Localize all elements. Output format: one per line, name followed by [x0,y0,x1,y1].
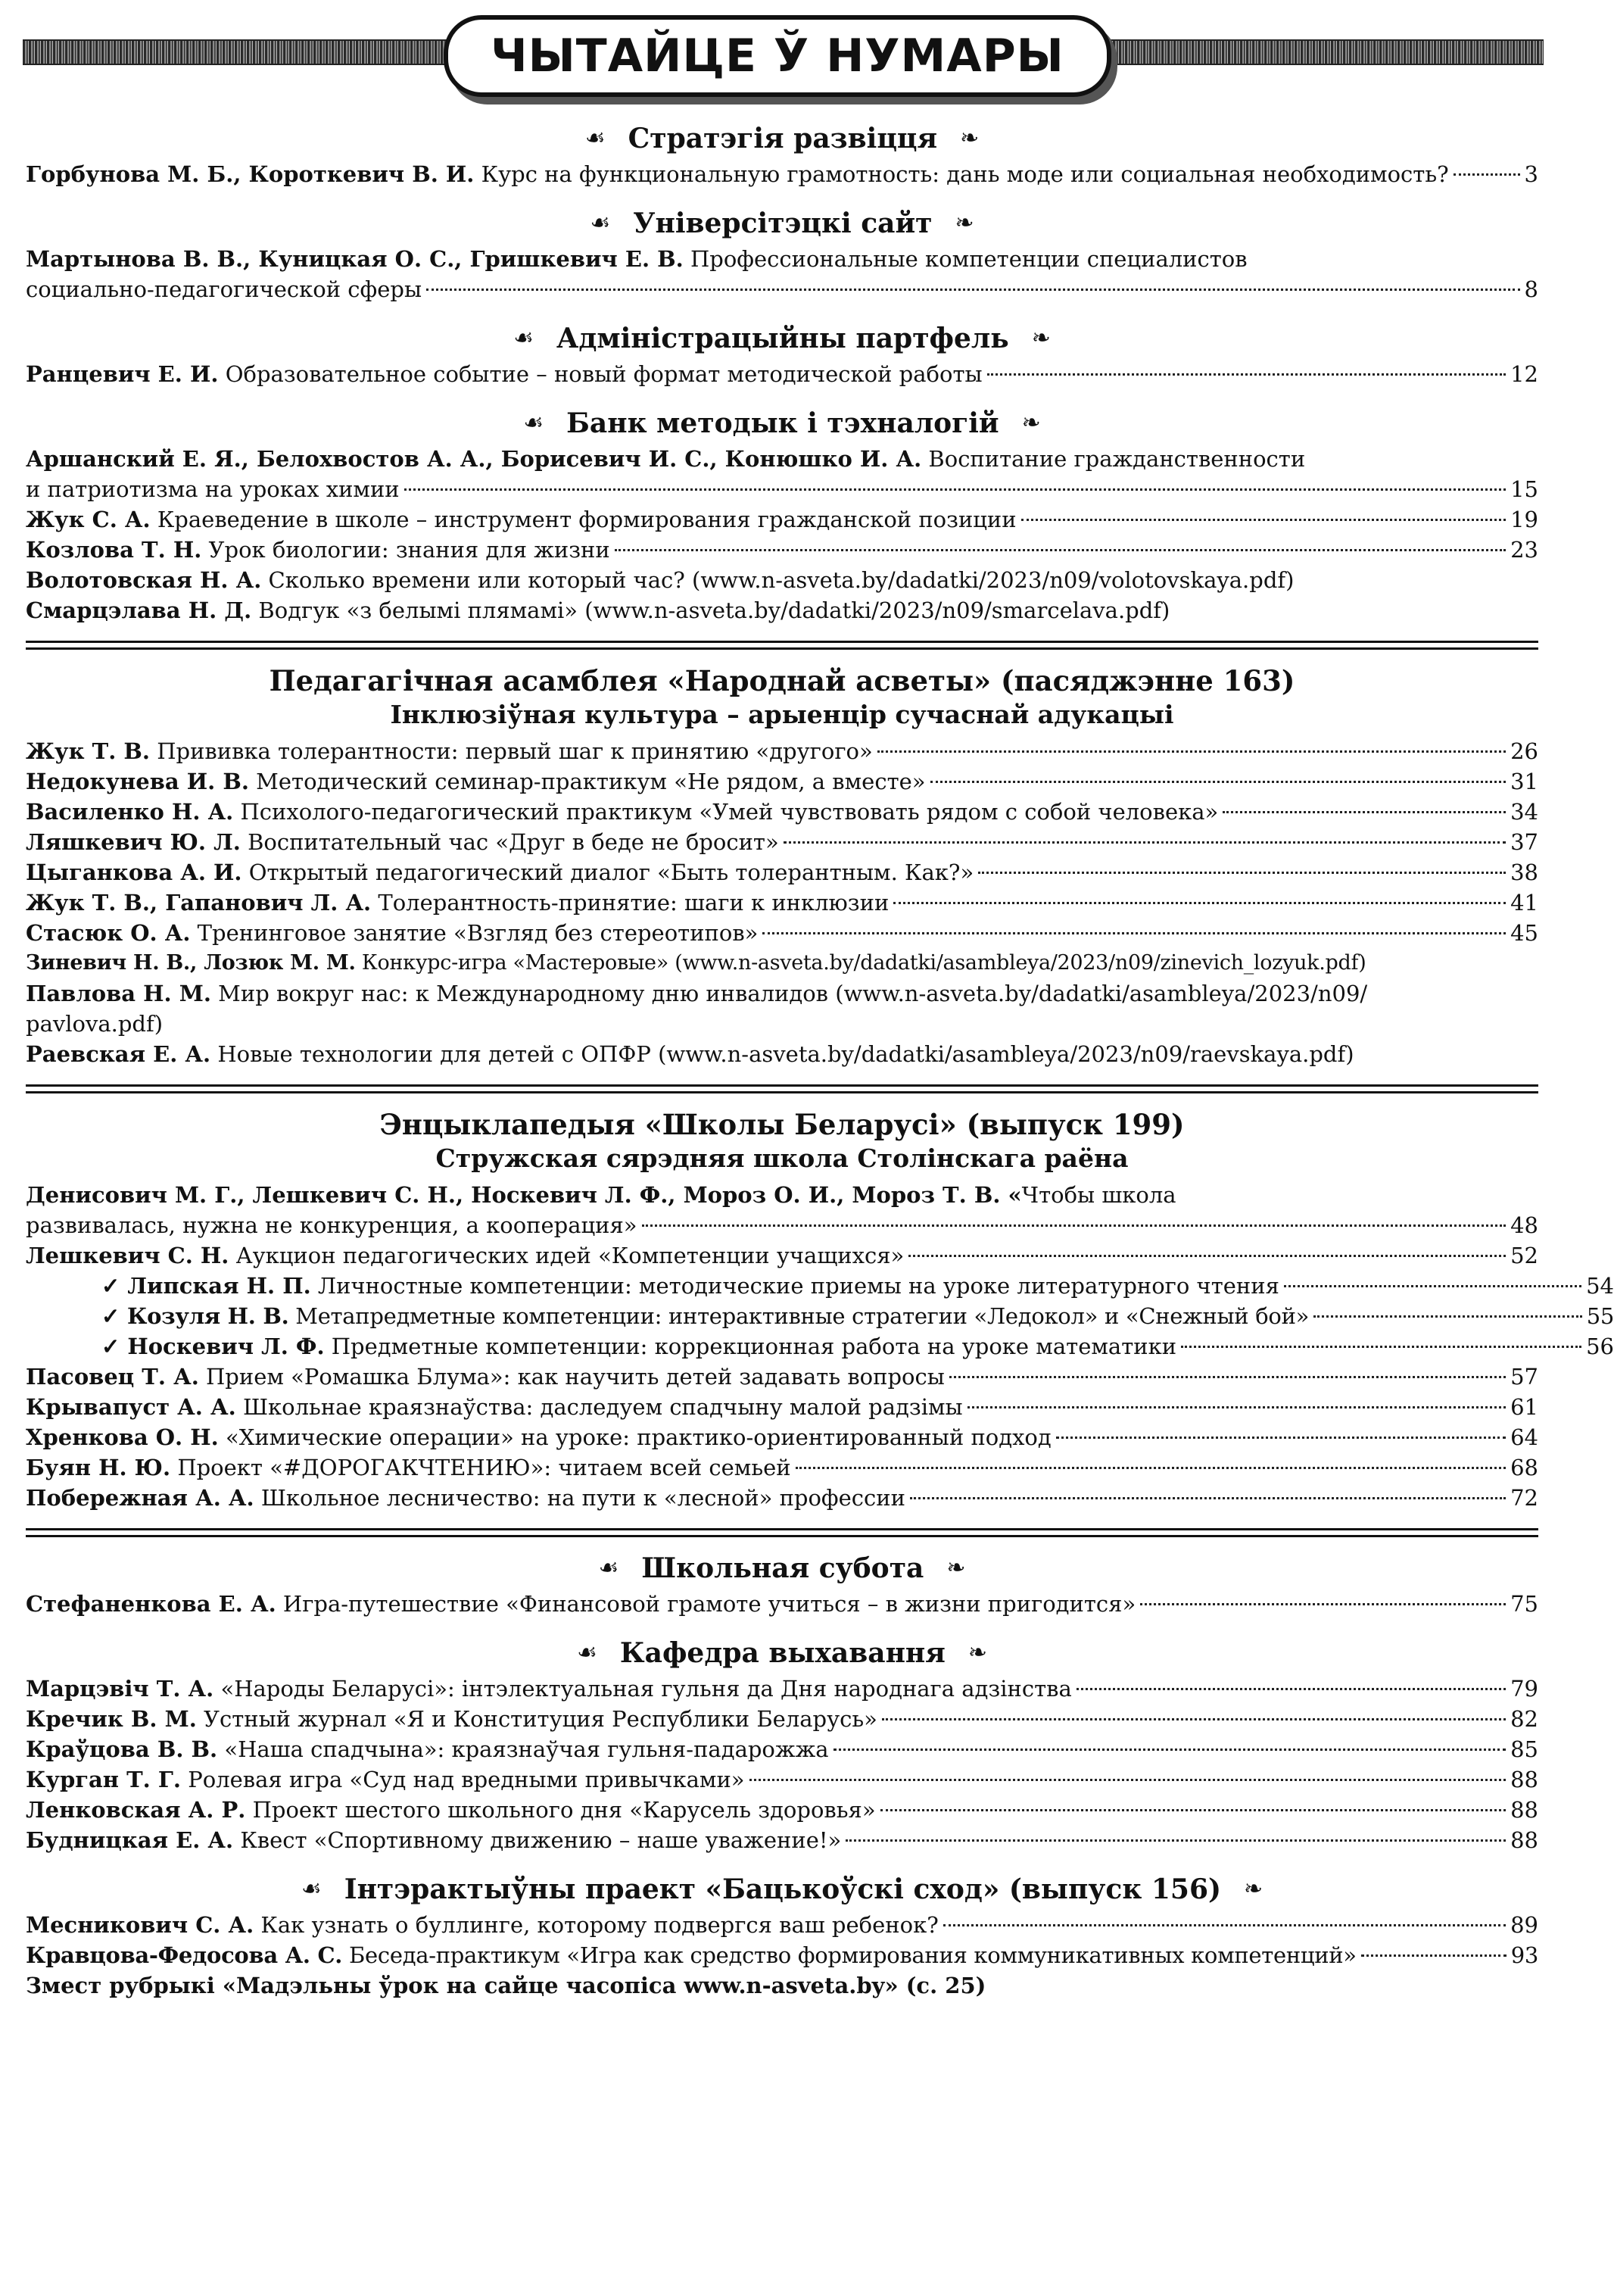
entry-page: 85 [1510,1736,1538,1762]
entry-author: Лешкевич С. Н. [26,1243,229,1268]
entry-page: 54 [1586,1273,1614,1299]
section-divider [26,1528,1538,1537]
leader-dots [1223,811,1506,813]
left-ornament-icon: ☙ [523,410,544,436]
entry-author: Цыганкова А. И. [26,859,242,885]
entry-title: Как узнать о буллинге, которому подвергся ваш ребенок? [260,1912,939,1938]
leader-dots [910,1497,1506,1499]
entry-title: Проект шестого школьного дня «Карусель здоровья» [252,1797,876,1823]
entry-page: 79 [1510,1676,1538,1702]
section-title: Стратэгія развіцця [628,123,938,154]
entry-author: Носкевич Л. Ф. [127,1334,325,1359]
toc-entry[interactable] [26,595,1538,625]
left-ornament-icon: ☙ [590,210,611,236]
leader-dots [1056,1437,1506,1439]
toc-entry[interactable] [26,1674,1538,1704]
toc-entry[interactable] [26,1795,1538,1825]
entry-title: Ролевая игра «Суд над вредными привычками» [188,1767,745,1792]
entry-author: Недокунева И. В. [26,769,249,794]
right-ornament-icon: ❧ [960,125,980,151]
entry-title: Водгук «з белымі плямамі» (www.n-asveta.by/dadatki/2023/n09/smarcelava.pdf) [258,597,1170,623]
entry-title: Воспитание гражданственности [928,446,1306,472]
entry-author: Краўцова В. В. [26,1736,218,1762]
toc-entry[interactable] [26,766,1538,797]
entry-title: Краеведение в школе – инструмент формирования гражданской позиции [157,507,1017,532]
section-heading [26,1551,1538,1586]
entry-title: Профессиональные компетенции специалистов [690,246,1248,272]
entry-author: Аршанский Е. Я., Белохвостов А. А., Борисевич И. С., Конюшко И. А. [26,446,922,472]
entry-author: Пасовец Т. А. [26,1364,199,1390]
entry-title: Беседа-практикум «Игра как средство формирования коммуникативных компетенций» [349,1942,1357,1968]
entry-title: Новые технологии для детей с ОПФР (www.n-asveta.by/dadatki/asambleya/2023/n09/raevskaya.pdf) [217,1041,1354,1067]
section-heading [26,121,1538,156]
entry-title: «Химические операции» на уроке: практико-ориентированный подход [225,1424,1052,1450]
toc-entry[interactable] [26,1422,1538,1452]
toc-entry[interactable] [26,1271,1614,1301]
entry-title: Предметные компетенции: коррекционная работа на уроке математики [331,1334,1177,1359]
toc-entry[interactable] [26,888,1538,918]
page-header [0,0,1566,98]
entry-page: 23 [1510,537,1538,563]
leader-dots [930,781,1507,783]
leader-dots [833,1749,1507,1751]
entry-author: Жук Т. В., Гапанович Л. А. [26,890,372,916]
entry-author: Жук С. А. [26,507,151,532]
right-ornament-icon: ❧ [967,1639,988,1666]
toc-entry[interactable] [26,359,1538,389]
entry-page: 8 [1524,276,1538,302]
entry-title-continued: социально-педагогической сферы [26,276,422,302]
entry-page: 34 [1510,799,1538,825]
entry-title: Школьнае краязнаўства: даследуем спадчыну малой радзімы [242,1394,963,1420]
entry-author: Жук Т. В. [26,738,151,764]
section-title: Педагагічная асамблея «Народнай асветы» (пасяджэнне 163) [269,664,1295,697]
entry-title: Прием «Ромашка Блума»: как научить детей задавать вопросы [206,1364,945,1390]
entry-title: Квест «Спортивному движению – наше уважение!» [240,1827,842,1853]
entry-author: Курган Т. Г. [26,1767,181,1792]
leader-dots [846,1839,1506,1842]
entry-author: Хренкова О. Н. [26,1424,219,1450]
leader-dots [796,1467,1506,1469]
leader-dots [1021,519,1507,521]
entry-author: Зиневич Н. В., Лозюк М. М. [26,951,356,975]
entry-page: 93 [1510,1942,1538,1968]
entry-title: Чтобы школа [1021,1182,1176,1208]
toc-entry[interactable] [26,948,1538,978]
section-heading [26,1636,1538,1671]
section-subtitle: Інклюзіўная культура – арыенцір сучаснай адукацыі [390,700,1174,729]
toc-entry[interactable] [26,1734,1538,1764]
entry-title: Метапредметные компетенции: интерактивные стратегии «Ледокол» и «Снежный бой» [295,1303,1310,1329]
leader-dots [1361,1954,1507,1957]
section-title: Энцыклапедыя «Школы Беларусі» (выпуск 199) [379,1108,1185,1141]
toc-entry[interactable] [26,565,1538,595]
header-title-box [444,15,1111,97]
entry-page: 45 [1510,920,1538,946]
entry-page: 37 [1510,829,1538,855]
entry-page: 82 [1510,1706,1538,1732]
toc-entry[interactable] [26,1362,1538,1392]
leader-dots [877,750,1506,753]
checkmark-icon: ✓ [101,1334,120,1359]
toc-entry[interactable] [26,736,1538,766]
entry-title-continued: развивалась, нужна не конкуренция, а кооперация» [26,1212,637,1238]
leader-dots [987,373,1507,376]
right-ornament-icon: ❧ [955,210,974,236]
toc-entry[interactable] [26,797,1538,827]
checkmark-icon: ✓ [101,1273,120,1299]
leader-dots [1284,1285,1581,1287]
entry-author: Козлова Т. Н. [26,537,202,563]
entry-author: Побережная А. А. [26,1485,254,1511]
left-ornament-icon: ☙ [598,1555,619,1581]
leader-dots [949,1376,1506,1378]
entry-title: Воспитательный час «Друг в беде не бросит» [248,829,779,855]
toc-entry[interactable] [26,918,1538,948]
entry-author: Буян Н. Ю. [26,1455,171,1480]
entry-page: 56 [1586,1334,1614,1359]
toc-entry[interactable] [26,827,1538,857]
entry-page: 64 [1510,1424,1538,1450]
section-heading [26,321,1538,356]
toc-entry[interactable] [26,1240,1538,1271]
entry-page: 15 [1510,476,1538,502]
section-heading [26,1872,1538,1907]
entry-title-continued: и патриотизма на уроках химии [26,476,400,502]
toc-entry[interactable] [26,535,1538,565]
toc-entry[interactable] [26,1704,1538,1734]
entry-author: Павлова Н. М. [26,981,211,1006]
entry-page: 41 [1510,890,1538,916]
entry-author: Стефаненкова Е. А. [26,1591,276,1617]
entry-title: Сколько времени или который час? (www.n-asveta.by/dadatki/2023/n09/volotovskaya.pdf) [268,567,1295,593]
entry-title: «Народы Беларусі»: інтэлектуальная гульня да Дня народнага адзінства [220,1676,1072,1702]
section-heading [26,206,1538,241]
entry-author: Ранцевич Е. И. [26,361,219,387]
toc-entry[interactable] [26,1825,1538,1855]
entry-author: Будницкая Е. А. [26,1827,234,1853]
entry-page: 68 [1510,1455,1538,1480]
left-ornament-icon: ☙ [576,1639,597,1666]
entry-author: Смарцэлава Н. Д. [26,597,252,623]
right-ornament-icon: ❧ [1031,325,1051,351]
checkmark-icon: ✓ [101,1303,120,1329]
toc-entry[interactable] [26,1039,1538,1069]
leader-dots [642,1224,1507,1227]
entry-title: Школьное лесничество: на пути к «лесной» профессии [260,1485,905,1511]
entry-page: 57 [1510,1364,1538,1390]
entry-page: 89 [1510,1912,1538,1938]
section-heading [26,406,1538,441]
leader-dots [882,1718,1506,1720]
leader-dots [967,1406,1506,1408]
leader-dots [404,488,1506,491]
page-title: ЧЫТАЙЦЕ Ў НУМАРЫ [491,30,1064,83]
section-divider [26,641,1538,650]
leader-dots [978,872,1506,874]
entry-author: Кравцова-Федосова А. С. [26,1942,343,1968]
entry-author: Кречик В. М. [26,1706,197,1732]
entry-page: 12 [1510,361,1538,387]
leader-dots [908,1255,1506,1257]
toc-entry[interactable] [26,1331,1614,1362]
toc-entry[interactable] [26,159,1538,189]
entry-title: Аукцион педагогических идей «Компетенции учащихся» [235,1243,905,1268]
toc-entry[interactable] [26,1764,1538,1795]
entry-author: Василенко Н. А. [26,799,234,825]
leader-dots [1140,1603,1506,1605]
leader-dots [893,902,1506,904]
left-ornament-icon: ☙ [584,125,606,151]
entry-page: 88 [1510,1767,1538,1792]
entry-title: Личностные компетенции: методические приемы на уроке литературного чтения [317,1273,1279,1299]
entry-title: Образовательное событие – новый формат методической работы [225,361,983,387]
entry-page: 88 [1510,1797,1538,1823]
entry-page: 31 [1510,769,1538,794]
entry-title: Методический семинар-практикум «Не рядом, а вместе» [256,769,926,794]
toc-entry[interactable] [26,244,1538,304]
entry-author: Волотовская Н. А. [26,567,262,593]
section-title: Школьная субота [641,1552,924,1584]
table-of-contents [26,121,1614,2001]
toc-entry[interactable] [26,978,1538,1039]
leader-dots [1313,1315,1582,1318]
right-ornament-icon: ❧ [1021,410,1041,436]
right-ornament-icon: ❧ [946,1555,966,1581]
section-title: Універсітэцкі сайт [633,207,933,239]
entry-title: Конкурс-игра «Мастеровые» (www.n-asveta.by/dadatki/asambleya/2023/n09/zinevich_lozyuk.pdf) [361,951,1366,975]
left-ornament-icon: ☙ [301,1876,322,1902]
entry-page: 48 [1510,1212,1538,1238]
toc-entry[interactable] [26,444,1538,504]
leader-dots [1077,1688,1506,1690]
leader-dots [749,1779,1507,1781]
toc-entry[interactable] [26,1483,1538,1513]
entry-title: Психолого-педагогический практикум «Умей чувствовать рядом с собой человека» [240,799,1219,825]
entry-title: «Наша спадчына»: краязнаўчая гульня-падарожжа [224,1736,829,1762]
toc-entry[interactable] [26,857,1538,888]
leader-dots [615,549,1506,551]
entry-title-continued: pavlova.pdf) [26,1011,164,1037]
entry-author: Стасюк О. А. [26,920,191,946]
leader-dots [762,932,1506,934]
entry-title: Тренинговое занятие «Взгляд без стереотипов» [197,920,759,946]
leader-dots [1181,1346,1581,1348]
entry-page: 38 [1510,859,1538,885]
entry-author: Денисович М. Г., Лешкевич С. Н., Носкевич Л. Ф., Мороз О. И., Мороз Т. В. « [26,1182,1022,1208]
entry-page: 88 [1510,1827,1538,1853]
section-title: Кафедра выхавання [619,1637,946,1669]
entry-page: 72 [1510,1485,1538,1511]
entry-title: Игра-путешествие «Финансовой грамоте учиться – в жизни пригодится» [282,1591,1136,1617]
rubric-footer-note: Змест рубрыкі «Мадэльны ўрок на сайце часопіса www.n-asveta.by» (с. 25) [26,1973,986,1998]
section-divider [26,1084,1538,1093]
entry-page: 3 [1524,161,1538,187]
toc-entry[interactable] [26,1589,1538,1619]
entry-title: Проект «#ДОРОГАКЧТЕНИЮ»: читаем всей семьей [177,1455,791,1480]
entry-title: Устный журнал «Я и Конституция Республики Беларусь» [204,1706,877,1732]
entry-page: 26 [1510,738,1538,764]
leader-dots [943,1924,1506,1926]
leader-dots [426,289,1520,291]
section-subtitle: Стружская сярэдняя школа Столінскага раёна [435,1143,1129,1173]
entry-page: 75 [1510,1591,1538,1617]
toc-entry[interactable] [26,1392,1538,1422]
entry-page: 52 [1510,1243,1538,1268]
entry-title: Прививка толерантности: первый шаг к принятию «другого» [157,738,873,764]
toc-entry[interactable] [26,1301,1614,1331]
leader-dots [784,841,1506,844]
entry-page: 55 [1586,1303,1614,1329]
left-ornament-icon: ☙ [513,325,534,351]
toc-entry[interactable] [26,1910,1538,1940]
entry-author: Ляшкевич Ю. Л. [26,829,241,855]
entry-title: Курс на функциональную грамотность: дань моде или социальная необходимость? [481,161,1449,187]
entry-author: Месникович С. А. [26,1912,254,1938]
section-title: Інтэрактыўны праект «Бацькоўскі сход» (выпуск 156) [344,1873,1222,1905]
entry-author: Мартынова В. В., Куницкая О. С., Гришкевич Е. В. [26,246,684,272]
toc-entry[interactable] [26,1452,1538,1483]
entry-title: Мир вокруг нас: к Международному дню инвалидов (www.n-asveta.by/dadatki/asambleya/2023/n09/ [218,981,1368,1006]
leader-dots [1454,173,1520,176]
entry-title: Урок биологии: знания для жизни [208,537,610,563]
toc-entry[interactable] [26,1940,1538,1970]
entry-author: Раевская Е. А. [26,1041,211,1067]
toc-entry[interactable] [26,1180,1538,1240]
entry-title: Открытый педагогический диалог «Быть толерантным. Как?» [248,859,974,885]
entry-page: 61 [1510,1394,1538,1420]
entry-author: Козуля Н. В. [127,1303,289,1329]
entry-author: Крывапуст А. А. [26,1394,236,1420]
entry-author: Горбунова М. Б., Короткевич В. И. [26,161,475,187]
entry-author: Ленковская А. Р. [26,1797,246,1823]
entry-title: Толерантность-принятие: шаги к инклюзии [378,890,890,916]
entry-author: Липская Н. П. [127,1273,311,1299]
section-title: Банк методык і тэхналогій [566,407,999,439]
toc-entry[interactable] [26,504,1538,535]
leader-dots [880,1809,1507,1811]
section-title: Адміністрацыйны партфель [556,323,1009,354]
entry-author: Марцэвіч Т. А. [26,1676,214,1702]
entry-page: 19 [1510,507,1538,532]
right-ornament-icon: ❧ [1244,1876,1263,1902]
